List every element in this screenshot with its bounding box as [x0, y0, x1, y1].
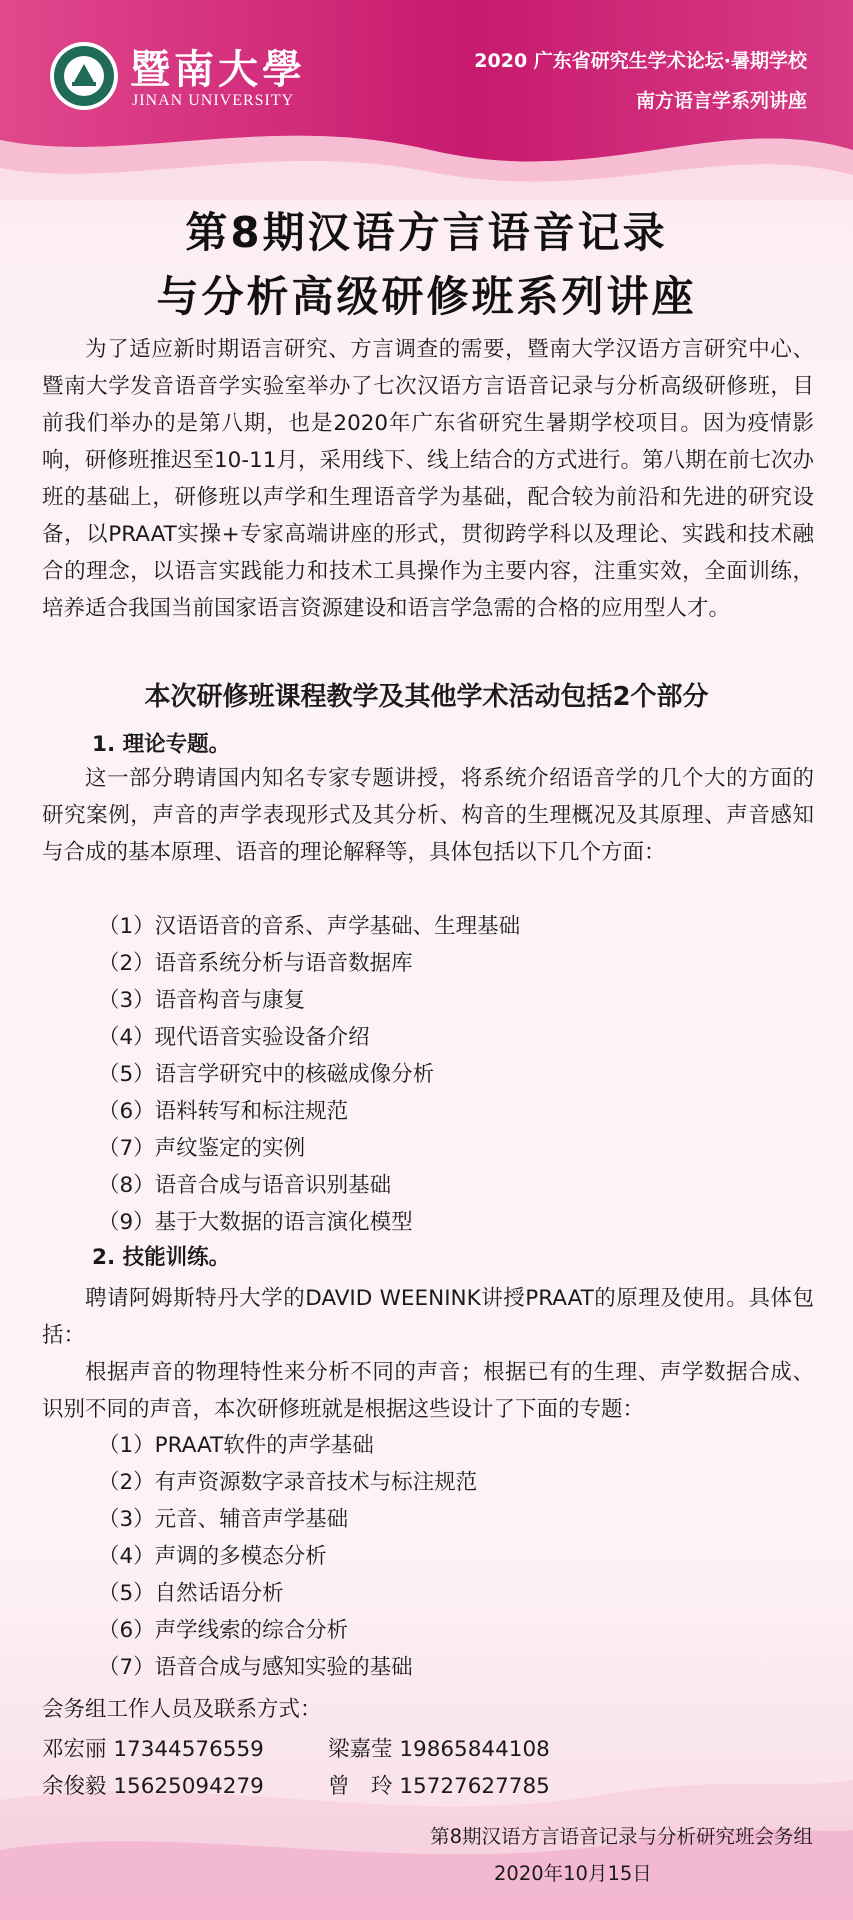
part2-description-1: 聘请阿姆斯特丹大学的DAVID WEENINK讲授PRAAT的原理及使用。具体包括： — [42, 1286, 814, 1348]
list-item: （4）现代语音实验设备介绍 — [98, 1025, 370, 1050]
list-item: （8）语音合成与语音识别基础 — [98, 1173, 392, 1198]
contact-person: 曾 玲 15727627785 — [328, 1774, 550, 1799]
section-heading: 本次研修班课程教学及其他学术活动包括2个部分 — [144, 682, 709, 712]
list-item: （6）语料转写和标注规范 — [98, 1099, 349, 1124]
university-name-en: JINAN UNIVERSITY — [132, 92, 295, 109]
list-item: （1）汉语语音的音系、声学基础、生理基础 — [98, 914, 521, 939]
part2-description-2: 根据声音的物理特性来分析不同的声音；根据已有的生理、声学数据合成、识别不同的声音，本次研修班就是根据这些设计了下面的专题： — [42, 1360, 814, 1422]
list-item: （2）语音系统分析与语音数据库 — [98, 951, 413, 976]
list-item: （6）声学线索的综合分析 — [98, 1618, 349, 1643]
issue-date: 2020年10月15日 — [494, 1862, 652, 1885]
lecture-series-name: 南方语言学系列讲座 — [635, 90, 807, 112]
skills-topic-list — [98, 1427, 477, 1686]
list-item: （7）语音合成与感知实验的基础 — [98, 1655, 413, 1680]
event-series-title: 2020 广东省研究生学术论坛·暑期学校 — [474, 50, 807, 72]
contact-person: 余俊毅 15625094279 — [42, 1774, 264, 1799]
university-seal-logo — [48, 40, 120, 112]
contact-person: 梁嘉莹 19865844108 — [328, 1737, 550, 1762]
list-item: （3）语音构音与康复 — [98, 988, 306, 1013]
list-item: （3）元音、辅音声学基础 — [98, 1507, 349, 1532]
theory-topic-list — [98, 908, 520, 1241]
main-title-line-2: 与分析高级研修班系列讲座 — [156, 272, 697, 321]
main-title-line-1: 第8期汉语方言语音记录 — [185, 208, 668, 257]
intro-paragraph: 为了适应新时期语言研究、方言调查的需要，暨南大学汉语方言研究中心、暨南大学发音语音学实验室举办了七次汉语方言语音记录与分析高级研修班，目前我们举办的是第八期，也是2020年广东省研究生暑期学校项目。因为疫情影响，研修班推迟至10-11月，采用线下、线上结合的方式进行。第八期在前七次办班的基础上，研修班以声学和生理语音学为基础，配合较为前沿和先进的研究设备，以PRAAT实操+专家高端讲座的形式，贯彻跨学科以及理论、实践和技术融合的理念，以语言实践能力和技术工具操作为主要内容，注重实效，全面训练，培养适合我国当前国家语言资源建设和语言学急需的合格的应用型人才。 — [42, 337, 814, 621]
contact-person: 邓宏丽 17344576559 — [42, 1737, 264, 1762]
list-item: （9）基于大数据的语言演化模型 — [98, 1210, 413, 1235]
contacts-title: 会务组工作人员及联系方式： — [42, 1697, 322, 1722]
list-item: （5）语言学研究中的核磁成像分析 — [98, 1062, 435, 1087]
list-item: （4）声调的多模态分析 — [98, 1544, 327, 1569]
list-item: （5）自然话语分析 — [98, 1581, 284, 1606]
list-item: （1）PRAAT软件的声学基础 — [98, 1433, 374, 1458]
list-item: （7）声纹鉴定的实例 — [98, 1136, 306, 1161]
organizer-signature: 第8期汉语方言语音记录与分析研究班会务组 — [430, 1825, 813, 1848]
list-item: （2）有声资源数字录音技术与标注规范 — [98, 1470, 478, 1495]
part1-heading: 1. 理论专题。 — [92, 732, 231, 757]
part1-description: 这一部分聘请国内知名专家专题讲授，将系统介绍语音学的几个大的方面的研究案例，声音的声学表现形式及其分析、构音的生理概况及其原理、声音感知与合成的基本原理、语音的理论解释等，具体包括以下几个方面： — [42, 766, 814, 865]
university-name-cn: 暨南大學 — [130, 46, 306, 93]
part2-heading: 2. 技能训练。 — [92, 1245, 231, 1270]
